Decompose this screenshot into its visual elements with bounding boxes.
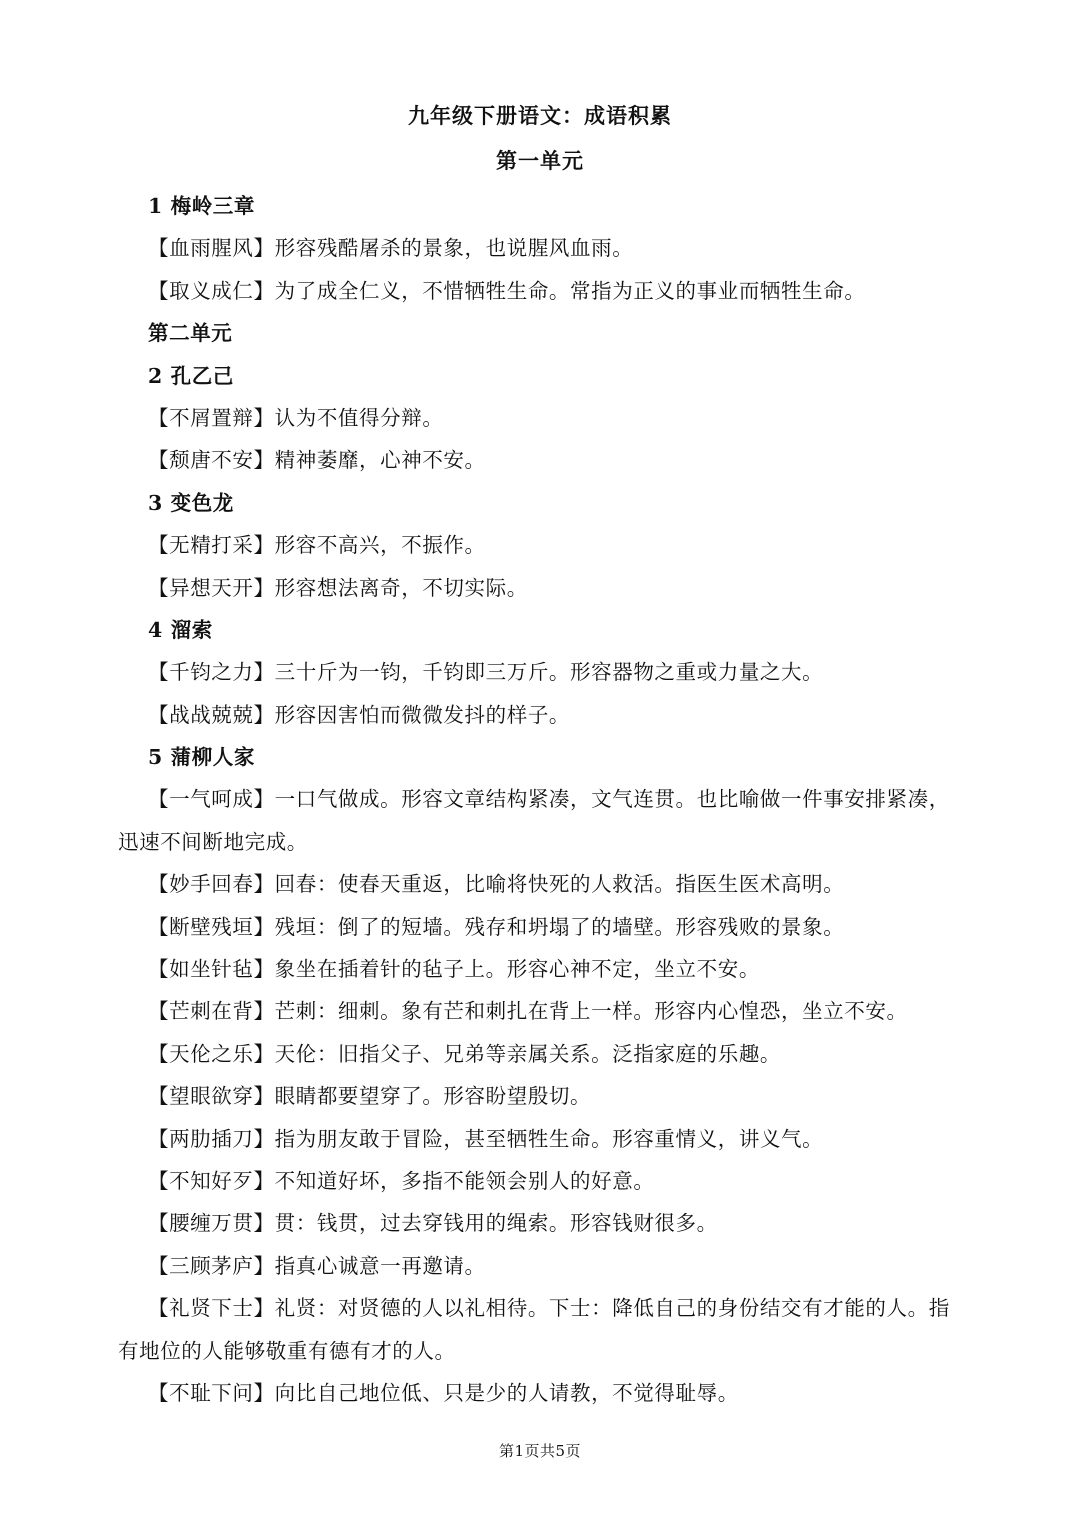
idiom-term: 【取义成仁】 [148, 278, 275, 303]
idiom-definition: 回春：使春天重返，比喻将快死的人救活。指医生医术高明。 [274, 872, 845, 897]
idiom-definition: 向比自己地位低、只是少的人请教，不觉得耻辱。 [274, 1380, 739, 1405]
idiom-term: 【礼贤下士】 [148, 1296, 275, 1321]
idiom-definition: 礼贤：对贤德的人以礼相待。下士：降低自己的身份结交有才能的人。指 [274, 1296, 950, 1321]
idiom-term-text: 取义成仁 [169, 278, 254, 303]
section-heading: 第二单元 [148, 321, 233, 346]
idiom-term: 【一气呵成】 [148, 787, 275, 812]
idiom-definition-continued: 有地位的人能够敬重有德有才的人。 [118, 1338, 456, 1363]
idiom-entry [148, 567, 980, 609]
section-heading: 2 孔乙己 [148, 363, 234, 388]
idiom-term: 【如坐针毡】 [148, 957, 275, 982]
idiom-term: 【妙手回春】 [148, 872, 275, 897]
idiom-term: 【腰缠万贯】 [148, 1211, 275, 1236]
idiom-term: 【千钧之力】 [148, 660, 275, 685]
idiom-entry [148, 1372, 980, 1414]
idiom-term-text: 三顾茅庐 [169, 1253, 254, 1278]
idiom-definition: 贯：钱贯，过去穿钱用的绳索。形容钱财很多。 [274, 1211, 718, 1236]
section-heading: 4 溜索 [148, 617, 213, 642]
idiom-entry [148, 1033, 980, 1075]
idiom-entry [148, 948, 980, 990]
idiom-entry [148, 1202, 980, 1244]
idiom-definition: 芒刺：细刺。象有芒和刺扎在背上一样。形容内心惶恐，坐立不安。 [274, 999, 908, 1024]
idiom-term-text: 望眼欲穿 [169, 1084, 254, 1109]
unit-title: 第一单元 [496, 148, 584, 173]
idiom-entry [148, 439, 980, 481]
idiom-entry [148, 990, 980, 1032]
idiom-entry [148, 1287, 980, 1329]
idiom-definition: 指真心诚意一再邀请。 [274, 1253, 486, 1278]
idiom-term-text: 礼贤下士 [169, 1296, 254, 1321]
idiom-term: 【无精打采】 [148, 533, 275, 558]
idiom-definition: 精神萎靡，心神不安。 [274, 448, 486, 473]
idiom-term-text: 妙手回春 [169, 872, 254, 897]
idiom-definition: 为了成全仁义，不惜牺牲生命。常指为正义的事业而牺牲生命。 [274, 278, 866, 303]
idiom-term: 【两肋插刀】 [148, 1126, 275, 1151]
document-body [118, 185, 980, 1414]
idiom-term: 【不屑置辩】 [148, 405, 275, 430]
idiom-term-text: 不知好歹 [169, 1168, 254, 1193]
idiom-definition: 三十斤为一钧，千钧即三万斤。形容器物之重或力量之大。 [274, 660, 824, 685]
idiom-entry [148, 397, 980, 439]
idiom-definition: 一口气做成。形容文章结构紧凑，文气连贯。也比喻做一件事安排紧凑， [274, 787, 950, 812]
idiom-term: 【异想天开】 [148, 575, 275, 600]
idiom-definition: 象坐在插着针的毡子上。形容心神不定，坐立不安。 [274, 957, 760, 982]
idiom-definition: 残垣：倒了的短墙。残存和坍塌了的墙壁。形容残败的景象。 [274, 914, 845, 939]
idiom-definition: 形容残酷屠杀的景象，也说腥风血雨。 [274, 236, 634, 261]
idiom-definition: 认为不值得分辩。 [274, 405, 444, 430]
idiom-term: 【三顾茅庐】 [148, 1253, 275, 1278]
idiom-term-text: 颓唐不安 [169, 448, 254, 473]
idiom-entry [148, 227, 980, 269]
idiom-entry [148, 524, 980, 566]
idiom-term-text: 断壁残垣 [169, 914, 254, 939]
idiom-entry [148, 1075, 980, 1117]
idiom-term-text: 不耻下问 [169, 1380, 254, 1405]
idiom-term: 【断壁残垣】 [148, 914, 275, 939]
idiom-term-text: 无精打采 [169, 533, 254, 558]
idiom-term-text: 腰缠万贯 [169, 1211, 254, 1236]
idiom-entry [148, 1245, 980, 1287]
idiom-entry [148, 778, 980, 820]
idiom-definition: 形容想法离奇，不切实际。 [274, 575, 528, 600]
idiom-term: 【不耻下问】 [148, 1380, 275, 1405]
idiom-entry [148, 270, 980, 312]
idiom-definition-continued: 迅速不间断地完成。 [118, 829, 308, 854]
idiom-term: 【血雨腥风】 [148, 236, 275, 261]
section-heading: 5 蒲柳人家 [148, 745, 256, 770]
idiom-term: 【不知好歹】 [148, 1168, 275, 1193]
idiom-definition: 眼睛都要望穿了。形容盼望殷切。 [274, 1084, 592, 1109]
idiom-term: 【天伦之乐】 [148, 1041, 275, 1066]
idiom-term-text: 两肋插刀 [169, 1126, 254, 1151]
idiom-term-text: 不屑置辩 [169, 405, 254, 430]
idiom-term: 【战战兢兢】 [148, 702, 275, 727]
idiom-term-text: 如坐针毡 [169, 957, 254, 982]
idiom-term-text: 一气呵成 [169, 787, 254, 812]
idiom-term: 【望眼欲穿】 [148, 1084, 275, 1109]
idiom-definition: 不知道好坏，多指不能领会别人的好意。 [274, 1168, 655, 1193]
idiom-entry [148, 651, 980, 693]
section-heading: 1 梅岭三章 [148, 194, 256, 218]
idiom-entry [148, 694, 980, 736]
idiom-term: 【芒刺在背】 [148, 999, 275, 1024]
idiom-term-text: 战战兢兢 [169, 702, 254, 727]
page-number: 第1页共5页 [498, 1442, 582, 1460]
idiom-term-text: 天伦之乐 [169, 1041, 254, 1066]
idiom-entry [148, 1118, 980, 1160]
idiom-term-text: 血雨腥风 [169, 236, 254, 261]
idiom-term-text: 异想天开 [169, 575, 254, 600]
idiom-entry [148, 863, 980, 905]
idiom-term-text: 芒刺在背 [169, 999, 254, 1024]
idiom-definition: 形容不高兴，不振作。 [274, 533, 486, 558]
idiom-term: 【颓唐不安】 [148, 448, 275, 473]
document-title: 九年级下册语文：成语积累 [408, 103, 672, 128]
idiom-entry [148, 906, 980, 948]
idiom-entry [148, 1160, 980, 1202]
idiom-definition: 天伦：旧指父子、兄弟等亲属关系。泛指家庭的乐趣。 [274, 1041, 782, 1066]
section-heading: 3 变色龙 [148, 490, 234, 515]
idiom-definition: 形容因害怕而微微发抖的样子。 [274, 702, 571, 727]
idiom-definition: 指为朋友敢于冒险，甚至牺牲生命。形容重情义，讲义气。 [274, 1126, 824, 1151]
idiom-term-text: 千钧之力 [169, 660, 254, 685]
